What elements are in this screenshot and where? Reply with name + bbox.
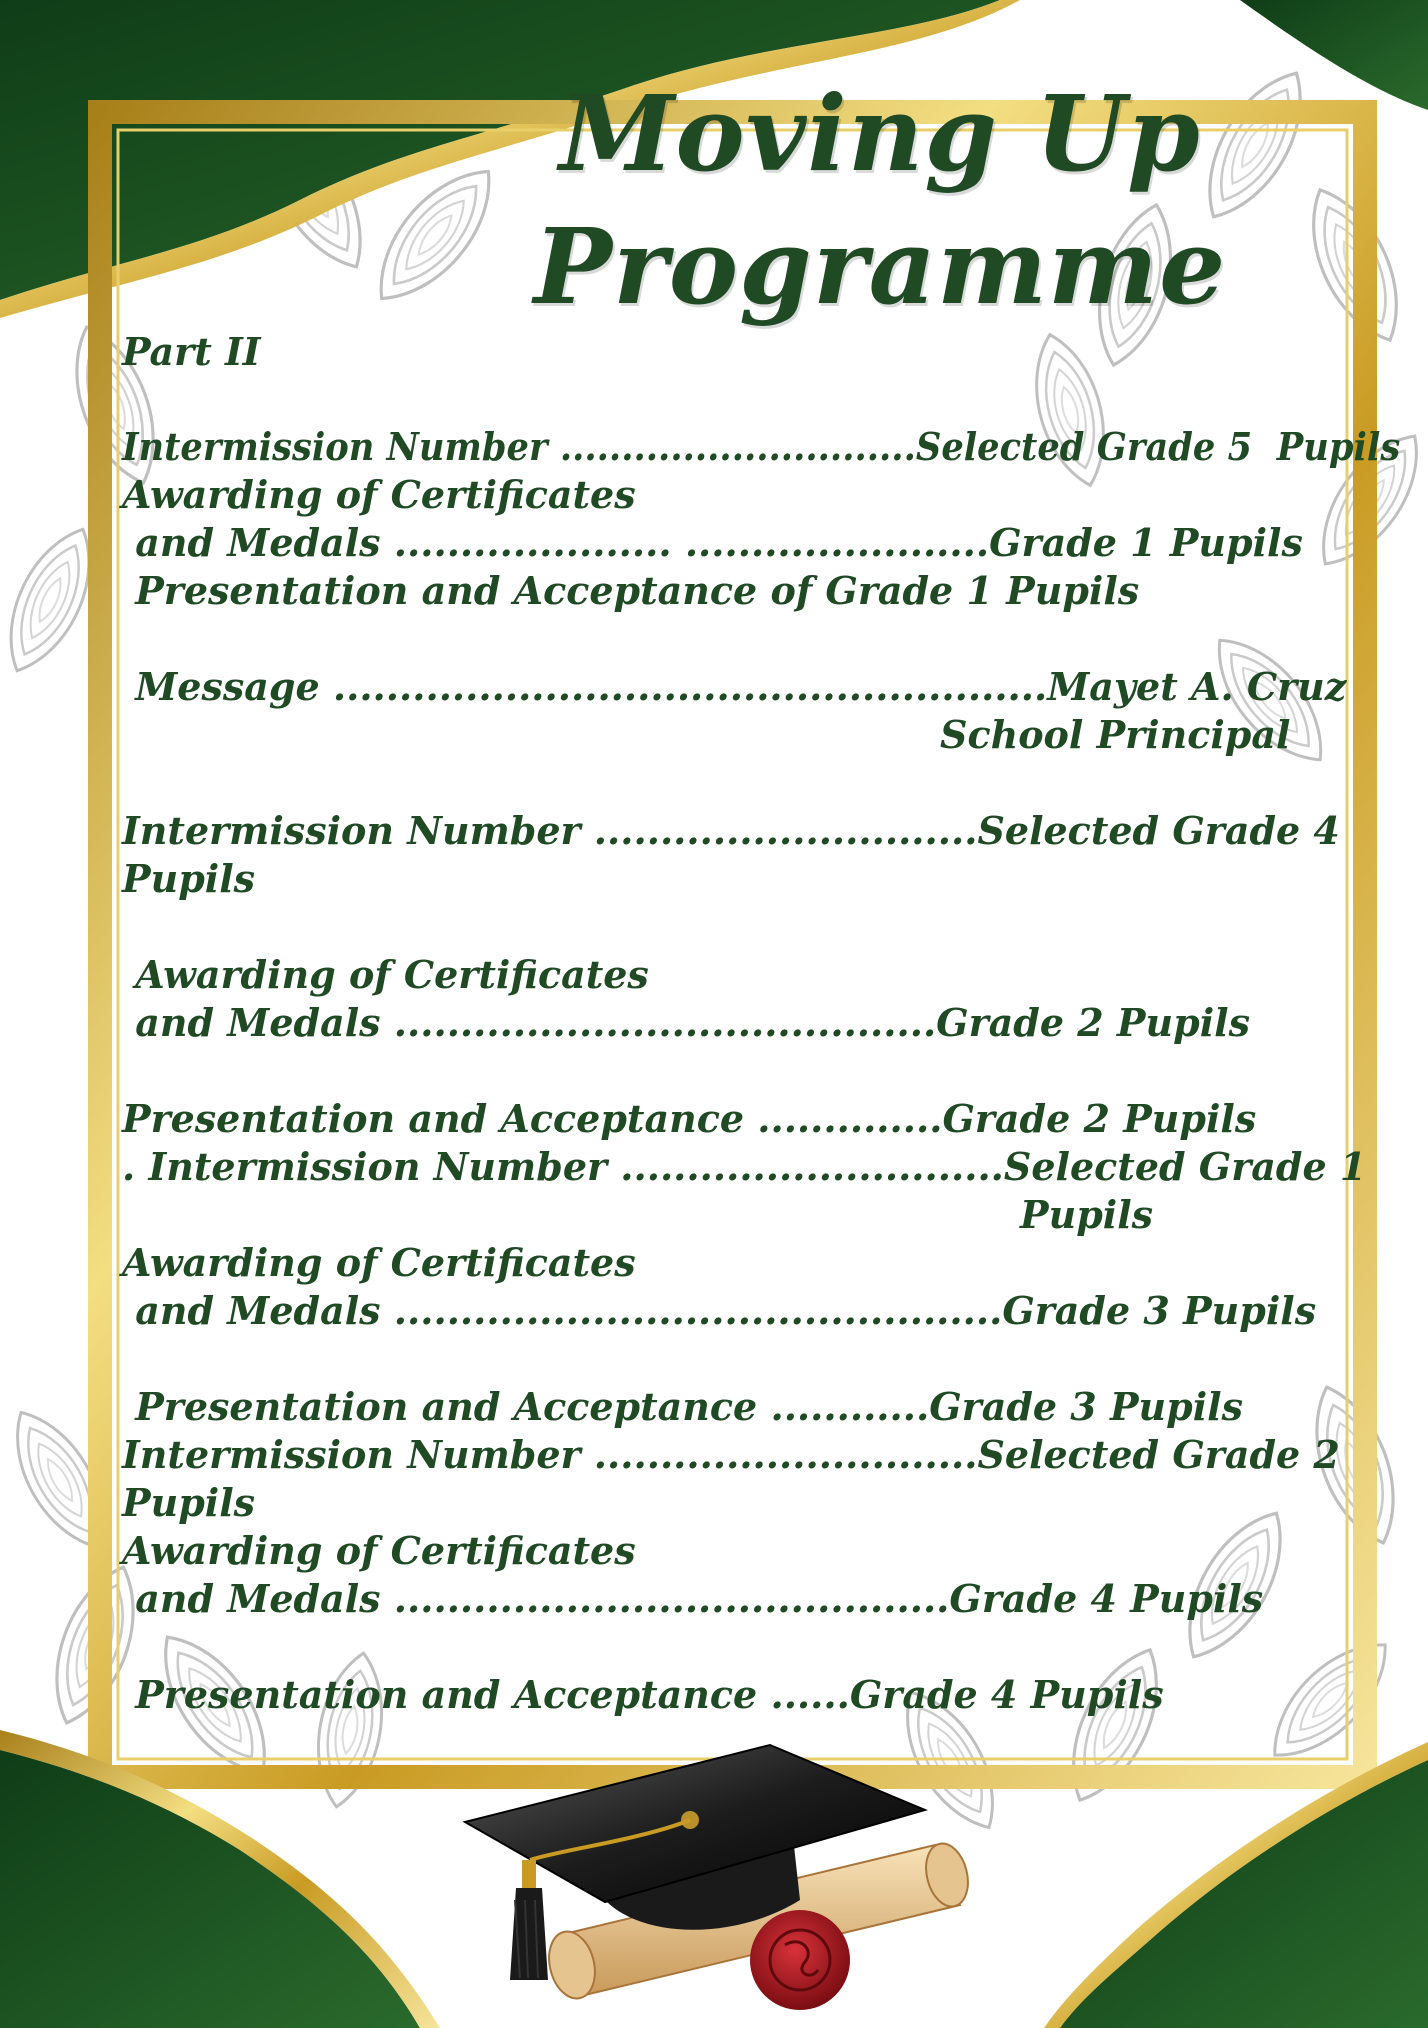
program-item: and Medals .........................................Grade 2 Pupils [122,1000,1250,1045]
program-item: School Principal [940,712,1291,757]
page-title-line-1: Moving Up [559,72,1201,195]
program-item: Intermission Number .............................Selected Grade 5 Pupils [122,424,1401,469]
program-item: Intermission Number .............................Selected Grade 4 [122,808,1340,853]
program-item: Awarding of Certificates [122,472,636,517]
program-item: Presentation and Acceptance ......Grade 4 Pupils [122,1672,1164,1717]
program-item: Pupils [122,1480,256,1525]
program-item: Presentation and Acceptance ............Grade 3 Pupils [122,1384,1243,1429]
program-item: Presentation and Acceptance of Grade 1 Pupils [122,568,1140,613]
program-item: and Medals ..........................................Grade 4 Pupils [122,1576,1264,1621]
program-item: Pupils [122,856,256,901]
program-item: and Medals ..................... .......................Grade 1 Pupils [122,520,1303,565]
page-title-line-2: Programme [533,205,1227,328]
program-item: Awarding of Certificates [122,1240,636,1285]
section-heading: Part II [122,329,261,374]
program-item: . Intermission Number .............................Selected Grade 1 [122,1144,1367,1189]
program-item: Awarding of Certificates [122,1528,636,1573]
program-item: Message ......................................................Mayet A. Cruz [122,664,1347,709]
program-item: Pupils [1020,1192,1154,1237]
program-item: Presentation and Acceptance ..............Grade 2 Pupils [122,1096,1257,1141]
program-item: Intermission Number .............................Selected Grade 2 [122,1432,1340,1477]
program-item: Awarding of Certificates [122,952,649,997]
program-item: and Medals ..............................................Grade 3 Pupils [122,1288,1317,1333]
